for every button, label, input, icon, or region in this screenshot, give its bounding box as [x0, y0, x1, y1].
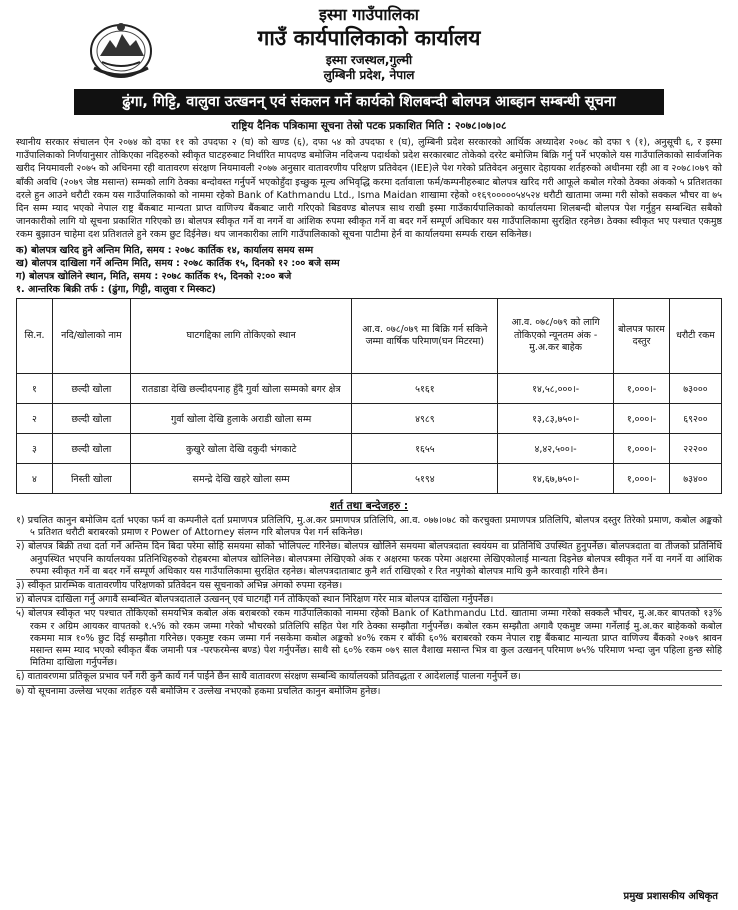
term-item: ६) वातावरणमा प्रतिकूल प्रभाव पर्ने गरी कुनै कार्य गर्न पाईने छैन साथै वातावरण संरक्षण सम्बन्धि कार्यालयको प्रतिवद्धता र आदेशलाई पालना गर्नुपर्ने छ। — [16, 671, 722, 685]
table-cell: २२२०० — [670, 434, 722, 464]
nepal-emblem-icon — [88, 18, 154, 80]
term-item: ३) स्वीकृत प्रारम्भिक वातावरणीय परिक्षणको प्रतिवेदन यस सूचनाको अभिन्न अंगको रुपमा रहनेछ। — [16, 580, 722, 594]
deadline-submission: ख) बोलपत्र दाखिला गर्ने अन्तिम मिति, समय : २०७८ कार्तिक १५, दिनको १२ :०० बजे सम्म — [16, 258, 340, 269]
column-header-deposit: धरौटी रकम — [670, 299, 722, 374]
office-address: इस्मा रजस्थल,गुल्मी — [325, 52, 413, 67]
column-header-location: घाटगद्दिका लागि तोकिएको स्थान — [130, 299, 352, 374]
column-header-minimum-amount: आ.व. ०७८/०७९ को लागि तोकिएको न्यूनतम अंक - मु.अ.कर बाहेक — [498, 299, 614, 374]
table-cell: रातडाडा देखि छल्दीदपनाह हुँदै गुर्वा खोला सम्मको बगर क्षेत्र — [130, 374, 352, 404]
table-cell: गुर्वा खोला देखि हुलाके अराडी खोला सम्म — [130, 404, 352, 434]
table-cell: १,०००।- — [614, 374, 670, 404]
intro-paragraph: स्थानीय सरकार संचालन ऐन २०७४ को दफा ११ को उपदफा २ (घ) को खण्ड (६), दफा ५४ को उपदफा १ (घ), लुम्बिनी प्रदेश सरकारको आर्थिक अध्यादेश २०७८ को दफा ९ (१), अनुसूची ६, र इस्मा गाउँपालिकाको निर्णयानुसार तोकिएका नदिहरुको स्वीकृत घाटहरुबाट निर्धारित मापदण्ड बमोजिम नदिजन्य पदार्थको प्रदेश सरकारबाट तोकेको दररेट बमोजिम बिक्रि गर्नु पर्ने भएकोले यस गाउँपालिकाको सार्वजनिक खरीद नियमावली २०७५ को अधिनमा रही वातावरण संरक्षण नियमावली २०७७ अनुसार वातावरणीय परिक्षण प्रतिवेदन (IEE)ले पेश गरेको प्रतिवेदन अनुसार देहायका शर्तहरुको अधीनमा रही आ व २०७८।०७९ को बाँकी अवधि (२०७९ जेष्ठ मसान्त) सम्मको लागि ठेक्का बन्दोवस्त गर्नुपर्ने भएकोहुँदा इच्छुक मूल्य अभिवृद्धि करमा दर्तावाला फर्म/कम्पनीहरुबाट बोलपत्र खरिद गरी आफूले कबोल गरेको ठेक्का अंकको ५ प्रतिशतका दरले हुन आउने धरौटी रकम यस गाउँपालिकाको को नाममा रहेको Bank of Kathmandu Ltd., Isma Maidan शाखामा रहेको ०१६९०००००५४५२४ धरौटी खातामा जम्मा गरी सोको सक्कल भौचर वा ७५ दिन सम्म म्याद भएको नेपाल राष्ट्र बैंकबाट मान्यता प्राप्त वाणिज्य बैंकबाट जारी गरिएको बिडवण्ड बोलपत्र साथ राखी इस्मा गाउँकार्यपालिकाको कार्यालयमा शिलबन्दी बोलपत्र पेश गर्नुहुन सम्बन्धित सबैको जानकारीको लागि यो सूचना प्रकाशित गरिएको छ। बोलपत्र स्वीकृत गर्ने वा नगर्ने वा आंशिक रुपमा स्वीकृत गर्ने वा बदर गर्ने सम्पूर्ण अधिकार यस गाउँपालिकामा सुरक्षित रहनेछ। ठेक्का स्वीकृत भए पश्चात एकमुष्ठ रकम बुझाउन चाहेमा दश प्रतिशतले हुने रकम छुट दिईनेछ। थप जानकारीका लागि गाउँपालिकाको सूचना पाटीमा हेर्न वा कार्यालयमा सम्पर्क राख्न सकिनेछ। — [16, 137, 722, 240]
notice-title-banner: ढुंगा, गिट्टि, वालुवा उत्खनन् एवं संकलन गर्ने कार्यको शिलबन्दी बोलपत्र आब्हान सम्बन्धी सूचना — [74, 89, 664, 115]
term-item: १) प्रचलित कानुन बमोजिम दर्ता भएका फर्म वा कम्पनीले दर्ता प्रमाणपत्र प्रतिलिपि, मु.अ.कर प्रमाणपत्र प्रतिलिपि, आ.व. ०७७।०७८ को करचुक्ता प्रमाणपत्र प्रतिलिपि, बोलपत्र दस्तुर तिरेको प्रमाण, कबोल अङ्कको ५ प्रतिशत धरौटी बराबरको प्रमाण र Power of Attorney संलग्न गरि बोलपत्र पेश गर्न सकिनेछ। — [16, 515, 722, 541]
table-cell: छल्दी खोला — [52, 374, 130, 404]
terms-title: शर्त तथा बन्देजहरु : — [329, 500, 409, 512]
publication-date: राष्ट्रिय दैनिक पत्रिकामा सूचना तेस्रो पटक प्रकाशित मिति : २०७८।०७।०८ — [231, 120, 507, 133]
office-name: गाउँ कार्यपालिकाको कार्यालय — [257, 26, 481, 51]
table-cell: ७३४०० — [670, 464, 722, 494]
table-cell: १३,८३,७५०।- — [498, 404, 614, 434]
table-cell: कुखुरे खोला देखि दकुदी भंगकाटे — [130, 434, 352, 464]
table-cell: १,०००।- — [614, 464, 670, 494]
table-cell: ४ — [17, 464, 53, 494]
table-row — [17, 434, 722, 464]
table-cell: ५१९४ — [352, 464, 498, 494]
table-cell: ४,४२,५००।- — [498, 434, 614, 464]
term-item: ७) यो सूचनामा उल्लेख भएका शर्तहरु यसै बमोजिम र उल्लेख नभएको हकमा प्रचलित कानुन बमोजिम हुनेछ। — [16, 685, 381, 697]
table-header-row — [17, 299, 722, 374]
deadlines-list — [16, 244, 722, 296]
table-cell: १४,५८,०००।- — [498, 374, 614, 404]
municipality-name: इस्मा गाउँपालिका — [319, 5, 419, 24]
column-header-form-fee: बोलपत्र फारम दस्तुर — [614, 299, 670, 374]
table-cell: ६९२०० — [670, 404, 722, 434]
deadline-opening: ग) बोलपत्र खोलिने स्थान, मिति, समय : २०७८ कार्तिक १५, दिनको २:०० बजे — [16, 271, 292, 282]
table-cell: ७३००० — [670, 374, 722, 404]
table-cell: १६५५ — [352, 434, 498, 464]
table-cell: ३ — [17, 434, 53, 464]
column-header-serial: सि.न. — [17, 299, 53, 374]
column-header-river: नदि/खोलाको नाम — [52, 299, 130, 374]
signature-title: प्रमुख प्रशासकीय अधिकृत — [623, 891, 718, 902]
internal-sales-heading: १. आन्तरिक बिक्री तर्फ : (ढुंगा, गिट्टी, वालुवा र मिस्कट) — [16, 284, 216, 295]
table-cell: समन्द्रे देखि खहरे खोला सम्म — [130, 464, 352, 494]
table-cell: छल्दी खोला — [52, 434, 130, 464]
province-name: लुम्बिनी प्रदेश, नेपाल — [323, 68, 415, 83]
table-cell: छल्दी खोला — [52, 404, 130, 434]
column-header-quantity: आ.व. ०७८/०७९ मा बिक्रि गर्न सकिने जम्मा वार्षिक परिमाण(घन मिटरमा) — [352, 299, 498, 374]
table-cell: निस्ती खोला — [52, 464, 130, 494]
table-cell: १,०००।- — [614, 404, 670, 434]
term-item: २) बोलपत्र बिक्री तथा दर्ता गर्ने अन्तिम दिन बिदा परेमा सोहि समयमा सोको भोलिपल्ट गरिनेछ। बोलपत्र खोलिने समयमा बोलपत्रदाता स्वयंयम वा प्रतिनिधि उपस्थित हुनुपर्नेछ। बोलपत्रदाता वा तीजको प्रतिनिधि अनुपस्थित भएपनि कार्यालयका प्रतिनिधिहरुको रोहबरमा बोलपत्र खोलिनेछ। बोलपत्रमा लेखिएको अंक र अक्षरमा फरक परेमा अक्षरमा लेखिएकोलाई मान्यता दिइनेछ बोलपत्र स्वीकृत गर्ने वा नगर्ने वा आंशिक रुपमा स्वीकृत गर्ने वा बदर गर्ने सम्पूर्ण अधिकार यस गाउँपालिकामा सुरक्षित रहनेछ। बोलपत्रदाताबाट कुनै शर्त राखिएको र रित नपुगेको बोलपत्र माथि कुनै कारवाही गरिने छैन। — [16, 541, 722, 580]
table-cell: १ — [17, 374, 53, 404]
deadline-purchase: क) बोलपत्र खरिद हुने अन्तिम मिति, समय : २०७८ कार्तिक १४, कार्यालय समय सम्म — [16, 245, 314, 256]
term-item: ४) बोलपत्र दाखिला गर्नु अगावै सम्बन्धित बोलपत्रदाताले उत्खनन् एवं घाटगद्दी गर्न तोकिएको स्थान निरिक्षण गरेर मात्र बोलपत्र दाखिला गर्नुपर्नेछ। — [16, 594, 722, 608]
bid-table — [16, 298, 722, 494]
table-row — [17, 374, 722, 404]
table-cell: १४,६७,७५०।- — [498, 464, 614, 494]
table-cell: ४९८९ — [352, 404, 498, 434]
table-row — [17, 404, 722, 434]
table-row — [17, 464, 722, 494]
term-item: ५) बोलपत्र स्वीकृत भए पश्चात तोकिएको समयभित्र कबोल अंक बराबरको रकम गाउँपालिकाको नाममा रहेको Bank of Kathmandu Ltd. खातामा जम्मा गरेको सक्कलै भौचर, मु.अ.कर बापतको १३% रकम र अग्रिम आयकर वापतको १.५% को रकम जम्मा गरेको भौचरको प्रतिलिपि सहित पेश गरि ठेक्का सम्झौता गर्नुपर्नेछ। कबोल रकम सम्झौता अगावै एकमुष्ट जम्मा गर्नेलाई मु.अ.कर बाहेकको कबोल रकममा मात्र १०% छुट दिई सम्झौता गरिनेछ। एकमुष्ट रकम जम्मा गर्न नसकेमा कबोल अङ्कको ४०% रकम र बाँकी ६०% बराबरको रकम नेपाल राष्ट्र बैंकबाट मान्यता प्राप्त वाणिज्य बैंकको २०७९ श्रावन मसान्त सम्म म्याद भएको स्वीकृत बैंक जमानी पत्र -परफरमेन्स बण्ड) पेश गर्नुपर्नेछ। साथै सो ६०% रकम ०७९ साल वैशाख मसान्त भित्र वा कुल उत्खनन् परिमाण ७५% परिमाण भन्दा जुन पहिला हुन्छ सोहि मितिमा दाखिला गर्नुपर्नेछ। — [16, 608, 722, 671]
table-cell: ५१६१ — [352, 374, 498, 404]
table-cell: २ — [17, 404, 53, 434]
table-cell: १,०००।- — [614, 434, 670, 464]
terms-list — [16, 515, 722, 699]
